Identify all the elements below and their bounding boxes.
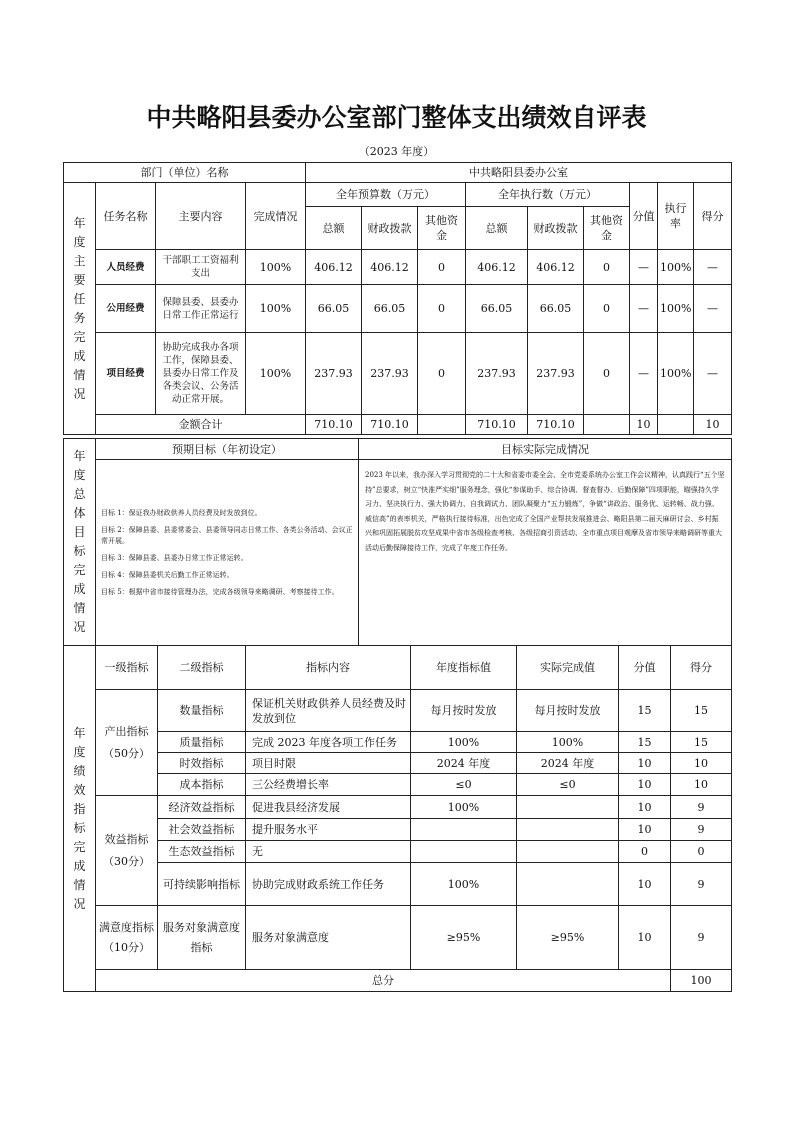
table-row <box>64 841 732 863</box>
task-name: 公用经费 <box>96 285 156 333</box>
level2: 生态效益指标 <box>158 841 246 863</box>
score-value: 10 <box>619 753 671 774</box>
task-content: 协助完成我办各项工作，保障县委、县委办日常工作及各类会议、公务活动正常开展。 <box>156 333 246 415</box>
section-tasks-side-label: 年度主要任务完成情况 <box>64 183 96 435</box>
grand-total-value: 100 <box>671 970 732 992</box>
indicator-content: 协助完成财政系统工作任务 <box>246 863 411 906</box>
header-actual: 实际完成值 <box>517 646 619 690</box>
score: 10 <box>671 753 732 774</box>
score: — <box>694 250 732 285</box>
table-row <box>64 819 732 841</box>
task-completion: 100% <box>246 250 306 285</box>
task-content: 干部职工工资福利支出 <box>156 250 246 285</box>
task-content: 保障县委、县委办日常工作正常运行 <box>156 285 246 333</box>
total-budget-total: 710.10 <box>306 415 362 435</box>
indicator-content: 保证机关财政供养人员经费及时发放到位 <box>246 690 411 732</box>
level2: 质量指标 <box>158 732 246 753</box>
actual-header: 目标实际完成情况 <box>359 439 732 460</box>
indicator-content: 无 <box>246 841 411 863</box>
actual-value: ≥95% <box>517 906 619 970</box>
total-row <box>64 415 732 435</box>
dept-label: 部门（单位）名称 <box>64 163 306 183</box>
header-budget-total: 总额 <box>306 207 362 250</box>
goal-item: 目标 2：保障县委、县委常委会、县委领导同志日常工作、各类公务活动、会议正常开展。 <box>101 525 353 545</box>
document-title: 中共略阳县委办公室部门整体支出绩效自评表 <box>146 103 647 132</box>
expected-goals <box>96 460 359 646</box>
target-value: 2024 年度 <box>411 753 517 774</box>
indicator-content: 三公经费增长率 <box>246 774 411 796</box>
score: 15 <box>671 732 732 753</box>
header-score-value: 分值 <box>630 183 658 250</box>
score: 15 <box>671 690 732 732</box>
total-exec-other <box>584 415 630 435</box>
total-exec-fiscal: 710.10 <box>528 415 584 435</box>
exec-other: 0 <box>584 333 630 415</box>
level2: 时效指标 <box>158 753 246 774</box>
score-value: 10 <box>619 796 671 819</box>
score-value: 15 <box>619 690 671 732</box>
table-row <box>64 906 732 970</box>
exec-rate: 100% <box>658 333 694 415</box>
score-value: 10 <box>619 774 671 796</box>
header-budget: 全年预算数（万元） <box>306 183 466 207</box>
budget-total: 66.05 <box>306 285 362 333</box>
score: — <box>694 333 732 415</box>
score: 0 <box>671 841 732 863</box>
total-score: 10 <box>694 415 732 435</box>
section-indicators-side-label: 年度绩效指标完成情况 <box>64 646 96 992</box>
budget-fiscal: 237.93 <box>362 333 418 415</box>
header-level1: 一级指标 <box>96 646 158 690</box>
budget-other: 0 <box>418 285 466 333</box>
actual-value: 每月按时发放 <box>517 690 619 732</box>
score-value: — <box>630 250 658 285</box>
score-value: 0 <box>619 841 671 863</box>
header-completion: 完成情况 <box>246 183 306 250</box>
actual-value <box>517 863 619 906</box>
table-row <box>64 250 732 285</box>
exec-other: 0 <box>584 285 630 333</box>
actual-completion-text: 2023 年以来，我办深入学习贯彻党的二十大和省委市委全会、全市党委系统办公室工作会议精神，认真践行“五个坚持”总要求，树立“快准严实细”服务理念，强化“参谋助手、综合协调、督查督办、后勤保障”四项职能，瞄强持久学习力、坚决执行力、强大协调力、自我调试力、团队凝聚力“五力锻炼”，争做“讲政治、服务优、运转畅、战力强、威信高”的表率机关，严格执行接待标准，出色完成了全国产业帮扶发展推进会、略阳县第二届天麻研讨会、乡村振兴和巩固拓展脱贫攻坚成果中省市各级检查考核、各级招商引资活动、全市重点项目观摩及省市领导来略调研等重大活动后勤保障接待工作，完成了年度工作任务。 <box>359 460 732 646</box>
exec-other: 0 <box>584 250 630 285</box>
section-indicators-table <box>63 645 732 992</box>
actual-value: 2024 年度 <box>517 753 619 774</box>
score-value: 10 <box>619 819 671 841</box>
total-budget-other <box>418 415 466 435</box>
level2: 服务对象满意度指标 <box>158 906 246 970</box>
score-value: 15 <box>619 732 671 753</box>
actual-value <box>517 819 619 841</box>
indicator-content: 提升服务水平 <box>246 819 411 841</box>
grand-total-label: 总分 <box>96 970 671 992</box>
total-exec-total: 710.10 <box>466 415 528 435</box>
table-row <box>64 690 732 732</box>
table-row <box>64 333 732 415</box>
total-score-value: 10 <box>630 415 658 435</box>
target-value: 100% <box>411 732 517 753</box>
exec-total: 406.12 <box>466 250 528 285</box>
task-completion: 100% <box>246 285 306 333</box>
table-row <box>64 796 732 819</box>
header-exec-other: 其他资金 <box>584 207 630 250</box>
budget-other: 0 <box>418 250 466 285</box>
indicator-content: 项目时限 <box>246 753 411 774</box>
goal-item: 目标 3：保障县委、县委办日常工作正常运转。 <box>101 553 248 562</box>
score: 9 <box>671 796 732 819</box>
exec-total: 66.05 <box>466 285 528 333</box>
score-value: — <box>630 333 658 415</box>
table-row <box>64 863 732 906</box>
target-value: ≥95% <box>411 906 517 970</box>
header-indicator-content: 指标内容 <box>246 646 411 690</box>
score-value: — <box>630 285 658 333</box>
exec-rate: 100% <box>658 250 694 285</box>
exec-fiscal: 406.12 <box>528 250 584 285</box>
header-level2: 二级指标 <box>158 646 246 690</box>
task-name: 项目经费 <box>96 333 156 415</box>
target-value <box>411 841 517 863</box>
actual-value <box>517 796 619 819</box>
level2: 可持续影响指标 <box>158 863 246 906</box>
actual-value: ≤0 <box>517 774 619 796</box>
group-label: 满意度指标（10分） <box>96 906 158 970</box>
target-value: 每月按时发放 <box>411 690 517 732</box>
header-value: 分值 <box>619 646 671 690</box>
score-value: 10 <box>619 906 671 970</box>
indicator-content: 完成 2023 年度各项工作任务 <box>246 732 411 753</box>
total-label: 金额合计 <box>96 415 306 435</box>
score: — <box>694 285 732 333</box>
group-label: 产出指标（50分） <box>96 690 158 796</box>
exec-total: 237.93 <box>466 333 528 415</box>
header-exec-rate: 执行率 <box>658 183 694 250</box>
header-target: 年度指标值 <box>411 646 517 690</box>
target-value: ≤0 <box>411 774 517 796</box>
indicator-content: 服务对象满意度 <box>246 906 411 970</box>
total-budget-fiscal: 710.10 <box>362 415 418 435</box>
task-completion: 100% <box>246 333 306 415</box>
exec-fiscal: 237.93 <box>528 333 584 415</box>
total-exec-rate <box>658 415 694 435</box>
header-exec-fiscal: 财政拨款 <box>528 207 584 250</box>
target-value: 100% <box>411 796 517 819</box>
score: 10 <box>671 774 732 796</box>
header-content: 主要内容 <box>156 183 246 250</box>
score: 9 <box>671 819 732 841</box>
task-name: 人员经费 <box>96 250 156 285</box>
header-task-name: 任务名称 <box>96 183 156 250</box>
total-row <box>64 970 732 992</box>
target-value <box>411 819 517 841</box>
table-row <box>64 774 732 796</box>
score: 9 <box>671 906 732 970</box>
budget-fiscal: 66.05 <box>362 285 418 333</box>
budget-total: 406.12 <box>306 250 362 285</box>
header-score: 得分 <box>694 183 732 250</box>
section-tasks-table <box>63 162 732 435</box>
table-row <box>64 732 732 753</box>
level2: 经济效益指标 <box>158 796 246 819</box>
dept-value: 中共略阳县委办公室 <box>306 163 732 183</box>
score-value: 10 <box>619 863 671 906</box>
indicator-content: 促进我县经济发展 <box>246 796 411 819</box>
section-goals-table <box>63 438 732 646</box>
document-year: （2023 年度） <box>358 145 435 158</box>
table-row <box>64 753 732 774</box>
goal-item: 目标 4：保障县委机关后勤工作正常运转。 <box>101 570 234 579</box>
header-exec: 全年执行数（万元） <box>466 183 630 207</box>
exec-fiscal: 66.05 <box>528 285 584 333</box>
goal-item: 目标 5：根据中省市接待管理办法，完成各级领导来略调研、考察接待工作。 <box>101 587 339 596</box>
budget-other: 0 <box>418 333 466 415</box>
goal-item: 目标 1：保证我办财政供养人员经费及时发放到位。 <box>101 508 262 517</box>
budget-fiscal: 406.12 <box>362 250 418 285</box>
header-budget-fiscal: 财政拨款 <box>362 207 418 250</box>
exec-rate: 100% <box>658 285 694 333</box>
group-label: 效益指标（30分） <box>96 796 158 906</box>
expected-header: 预期目标（年初设定） <box>96 439 359 460</box>
actual-value <box>517 841 619 863</box>
actual-value: 100% <box>517 732 619 753</box>
header-score: 得分 <box>671 646 732 690</box>
target-value: 100% <box>411 863 517 906</box>
section-goals-side-label: 年度总体目标完成情况 <box>64 439 96 646</box>
level2: 社会效益指标 <box>158 819 246 841</box>
level2: 成本指标 <box>158 774 246 796</box>
score: 9 <box>671 863 732 906</box>
budget-total: 237.93 <box>306 333 362 415</box>
header-budget-other: 其他资金 <box>418 207 466 250</box>
table-row <box>64 285 732 333</box>
header-exec-total: 总额 <box>466 207 528 250</box>
level2: 数量指标 <box>158 690 246 732</box>
